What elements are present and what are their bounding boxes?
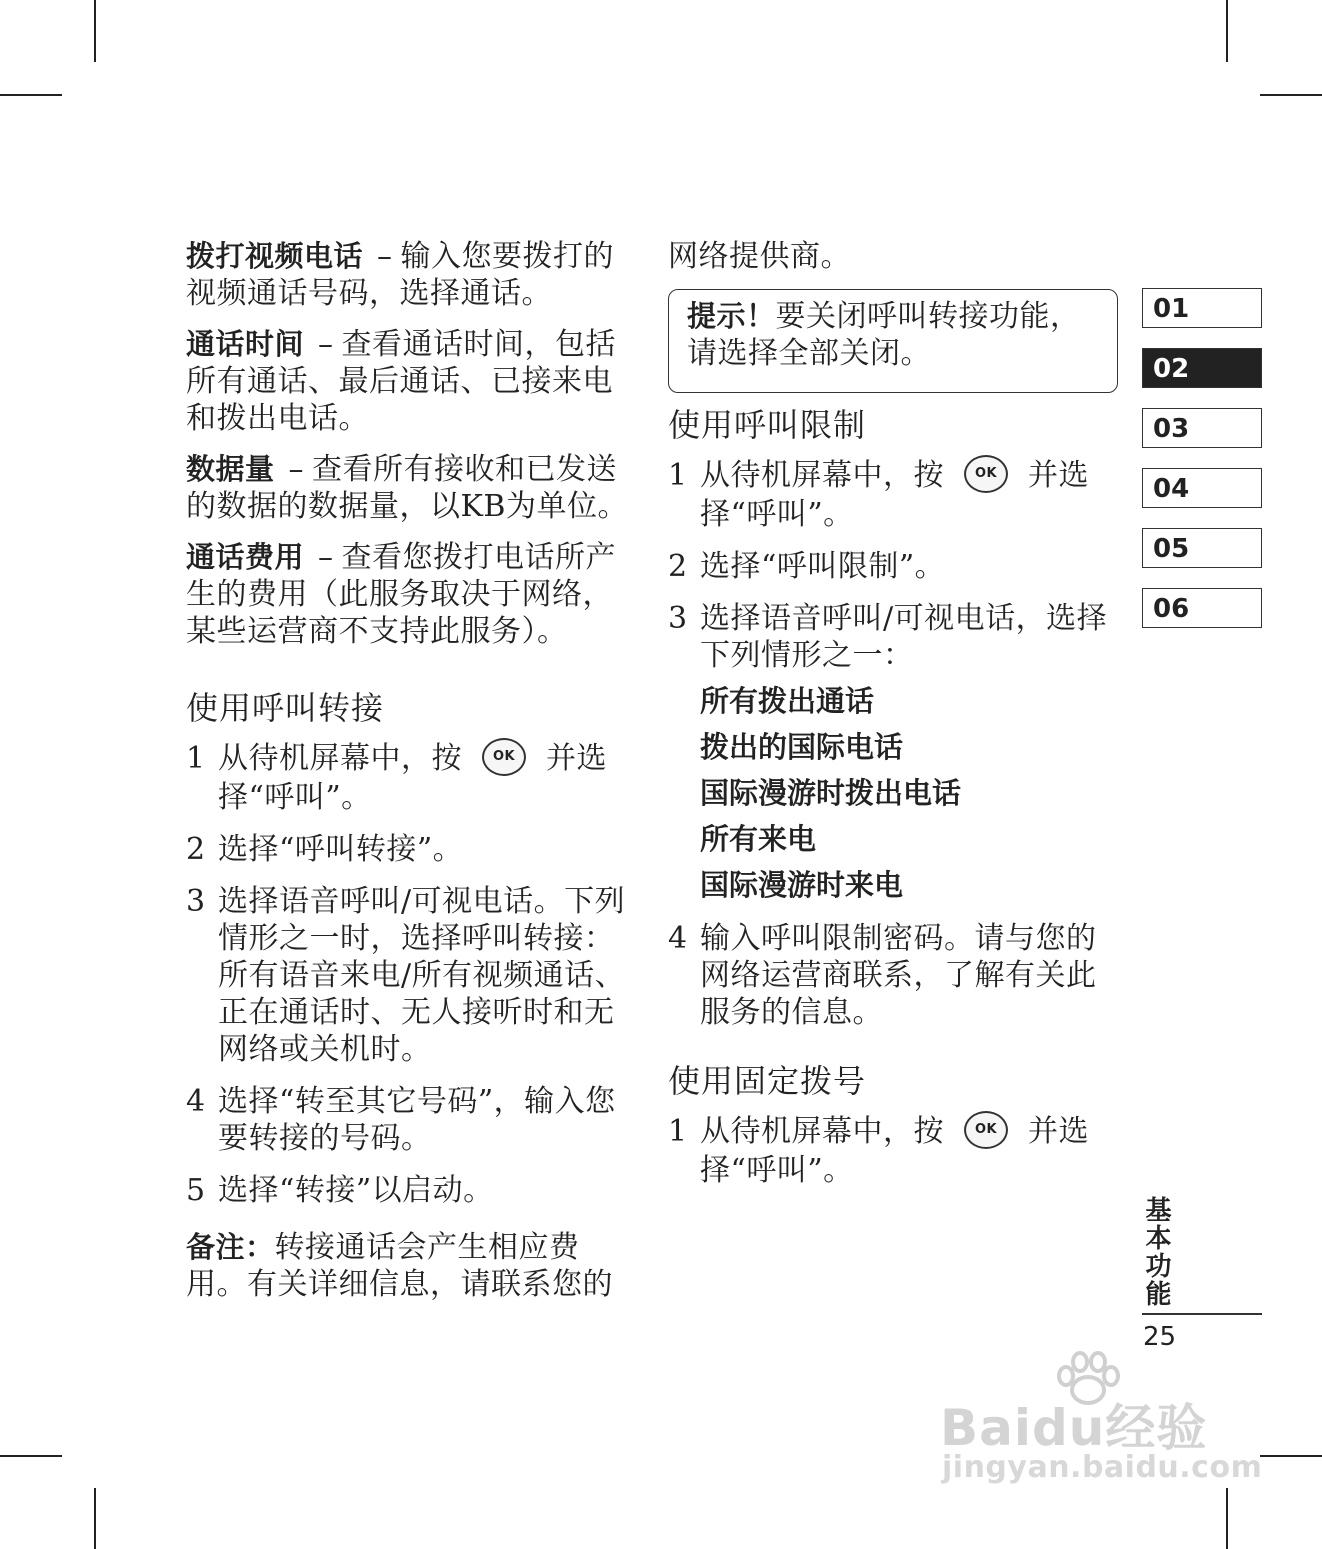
barring-step-2: 2 选择“呼叫限制”。	[668, 549, 946, 584]
barring-option: 拨出的国际电话	[700, 730, 904, 764]
crop-mark	[0, 94, 62, 96]
barring-option: 国际漫游时拨出电话	[700, 776, 962, 810]
ok-key-icon: OK	[964, 1111, 1008, 1149]
chapter-tab-03: 03	[1142, 408, 1262, 448]
right-column	[668, 238, 1118, 1204]
entry-data-volume: 数据量 – 查看所有接收和已发送的数据的数据量，以KB为单位。	[186, 452, 628, 524]
divert-step-1: 1 从待机屏幕中，按 OK 并选择“呼叫”。	[186, 740, 631, 816]
entry-call-costs: 通话费用 – 查看您拨打电话所产生的费用（此服务取决于网络，某些运营商不支持此服务）。	[186, 540, 617, 649]
divert-note: 备注：转接通话会产生相应费用。有关详细信息，请联系您的	[186, 1230, 613, 1302]
crop-mark	[0, 1455, 62, 1457]
barring-step-3: 3 选择语音呼叫/可视电话，选择下列情形之一：	[668, 601, 1108, 673]
entry-call-duration: 通话时间 – 查看通话时间，包括所有通话、最后通话、已接来电和拨出电话。	[186, 327, 617, 436]
chapter-tab-06: 06	[1142, 588, 1262, 628]
crop-mark	[1226, 1488, 1228, 1549]
crop-mark	[94, 0, 96, 62]
divert-step-2: 2 选择“呼叫转接”。	[186, 832, 464, 867]
crop-mark	[1260, 1455, 1322, 1457]
section-heading-barring: 使用呼叫限制	[668, 406, 867, 444]
page-number-rule	[1142, 1313, 1262, 1315]
ok-key-icon: OK	[482, 738, 526, 776]
watermark-brand: Baidu经验	[940, 1399, 1208, 1457]
chapter-tab-05: 05	[1142, 528, 1262, 568]
chapter-tab-02: 02	[1142, 348, 1262, 388]
chapter-tab-01: 01	[1142, 288, 1262, 328]
left-column	[186, 238, 631, 1317]
chapter-tabs	[1142, 288, 1262, 648]
tip-box: 提示！要关闭呼叫转接功能，请选择全部关闭。	[668, 289, 1118, 393]
section-heading-fixed-dial: 使用固定拨号	[668, 1062, 867, 1100]
barring-option: 所有来电	[700, 822, 817, 856]
chapter-tab-04: 04	[1142, 468, 1262, 508]
fixed-step-1: 1 从待机屏幕中，按 OK 并选择“呼叫”。	[668, 1113, 1118, 1189]
barring-option: 国际漫游时来电	[700, 868, 904, 902]
watermark	[940, 1350, 1263, 1490]
page-number: 25	[1143, 1322, 1177, 1352]
note-continuation: 网络提供商。	[668, 239, 851, 274]
crop-mark	[1226, 0, 1228, 62]
barring-step-1: 1 从待机屏幕中，按 OK 并选择“呼叫”。	[668, 457, 1118, 533]
barring-option: 所有拨出通话	[700, 684, 875, 718]
section-title: 基本功能	[1141, 1196, 1171, 1308]
barring-step-4: 4 输入呼叫限制密码。请与您的网络运营商联系，了解有关此服务的信息。	[668, 921, 1097, 1030]
divert-step-5: 5 选择“转接”以启动。	[186, 1173, 494, 1208]
watermark-url: jingyan.baidu.com	[942, 1450, 1263, 1485]
entry-video-call: 拨打视频电话 – 输入您要拨打的视频通话号码，选择通话。	[186, 239, 615, 311]
divert-step-4: 4 选择“转至其它号码”，输入您要转接的号码。	[186, 1084, 616, 1156]
ok-key-icon: OK	[964, 455, 1008, 493]
divert-step-3: 3 选择语音呼叫/可视电话。下列情形之一时，选择呼叫转接：所有语音来电/所有视频通话、正在通话时、无人接听时和无网络或关机时。	[186, 884, 626, 1067]
crop-mark	[1260, 94, 1322, 96]
crop-mark	[94, 1488, 96, 1549]
barring-options	[668, 678, 1118, 908]
section-heading-divert: 使用呼叫转接	[186, 689, 385, 727]
